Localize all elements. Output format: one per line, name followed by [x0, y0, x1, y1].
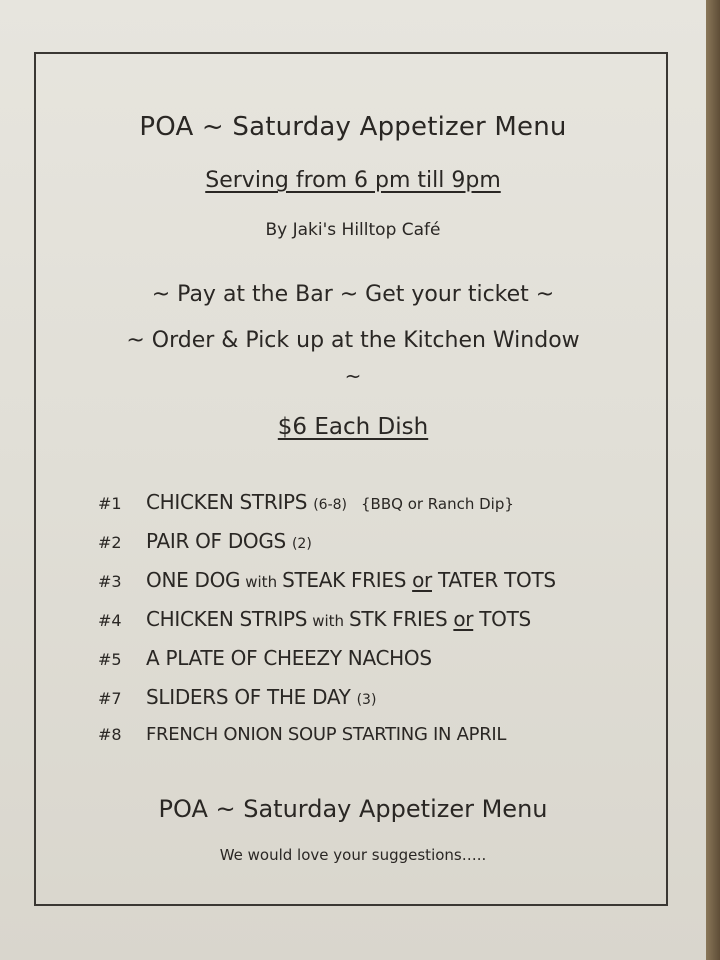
- item-name: CHICKEN STRIPS: [146, 490, 308, 514]
- menu-item: [98, 490, 658, 529]
- menu-title: POA ~ Saturday Appetizer Menu: [139, 112, 567, 142]
- menu-item: [98, 685, 658, 724]
- menu-item-list: [98, 490, 658, 763]
- item-side-2: TATER TOTS: [437, 568, 556, 592]
- item-or: or: [412, 568, 432, 592]
- menu-item: [98, 529, 658, 568]
- price-text: $6 Each Dish: [277, 414, 429, 440]
- item-number: #8: [98, 725, 122, 744]
- item-number: #3: [98, 572, 122, 591]
- instruction-pay: ~ Pay at the Bar ~ Get your ticket ~: [151, 282, 555, 307]
- item-number: #5: [98, 650, 122, 669]
- item-side-1: STK FRIES: [349, 607, 448, 631]
- item-name: ONE DOG: [146, 568, 241, 592]
- item-quantity: (2): [291, 536, 312, 552]
- serving-hours-text: Serving from 6 pm till 9pm: [205, 168, 501, 193]
- item-side-1: STEAK FRIES: [282, 568, 407, 592]
- item-name: SLIDERS OF THE DAY: [146, 685, 351, 709]
- footer-title: POA ~ Saturday Appetizer Menu: [158, 795, 548, 823]
- item-quantity: (3): [356, 692, 377, 708]
- item-name: A PLATE OF CHEEZY NACHOS: [146, 646, 432, 670]
- item-name: FRENCH ONION SOUP STARTING IN APRIL: [146, 724, 507, 745]
- table-surface: [706, 0, 720, 960]
- price-line: [0, 414, 706, 440]
- footer-note: We would love your suggestions…..: [219, 846, 487, 864]
- serving-hours: [0, 168, 706, 193]
- separator-tilde: ~: [344, 364, 362, 388]
- item-number: #1: [98, 494, 122, 513]
- menu-item: [98, 607, 658, 646]
- item-number: #7: [98, 689, 122, 708]
- item-number: #4: [98, 611, 122, 630]
- item-quantity: (6-8): [313, 497, 347, 513]
- item-side-2: TOTS: [479, 607, 531, 631]
- item-number: #2: [98, 533, 122, 552]
- item-connector: with: [312, 612, 345, 630]
- menu-item: [98, 568, 658, 607]
- item-name: PAIR OF DOGS: [146, 529, 286, 553]
- byline: By Jaki's Hilltop Café: [265, 220, 441, 240]
- menu-item: [98, 724, 658, 763]
- item-dip-options: {BBQ or Ranch Dip}: [361, 495, 514, 513]
- item-or: or: [453, 607, 474, 631]
- item-connector: with: [245, 573, 278, 591]
- item-name: CHICKEN STRIPS: [146, 607, 308, 631]
- menu-item: [98, 646, 658, 685]
- instruction-order: ~ Order & Pick up at the Kitchen Window: [126, 328, 580, 353]
